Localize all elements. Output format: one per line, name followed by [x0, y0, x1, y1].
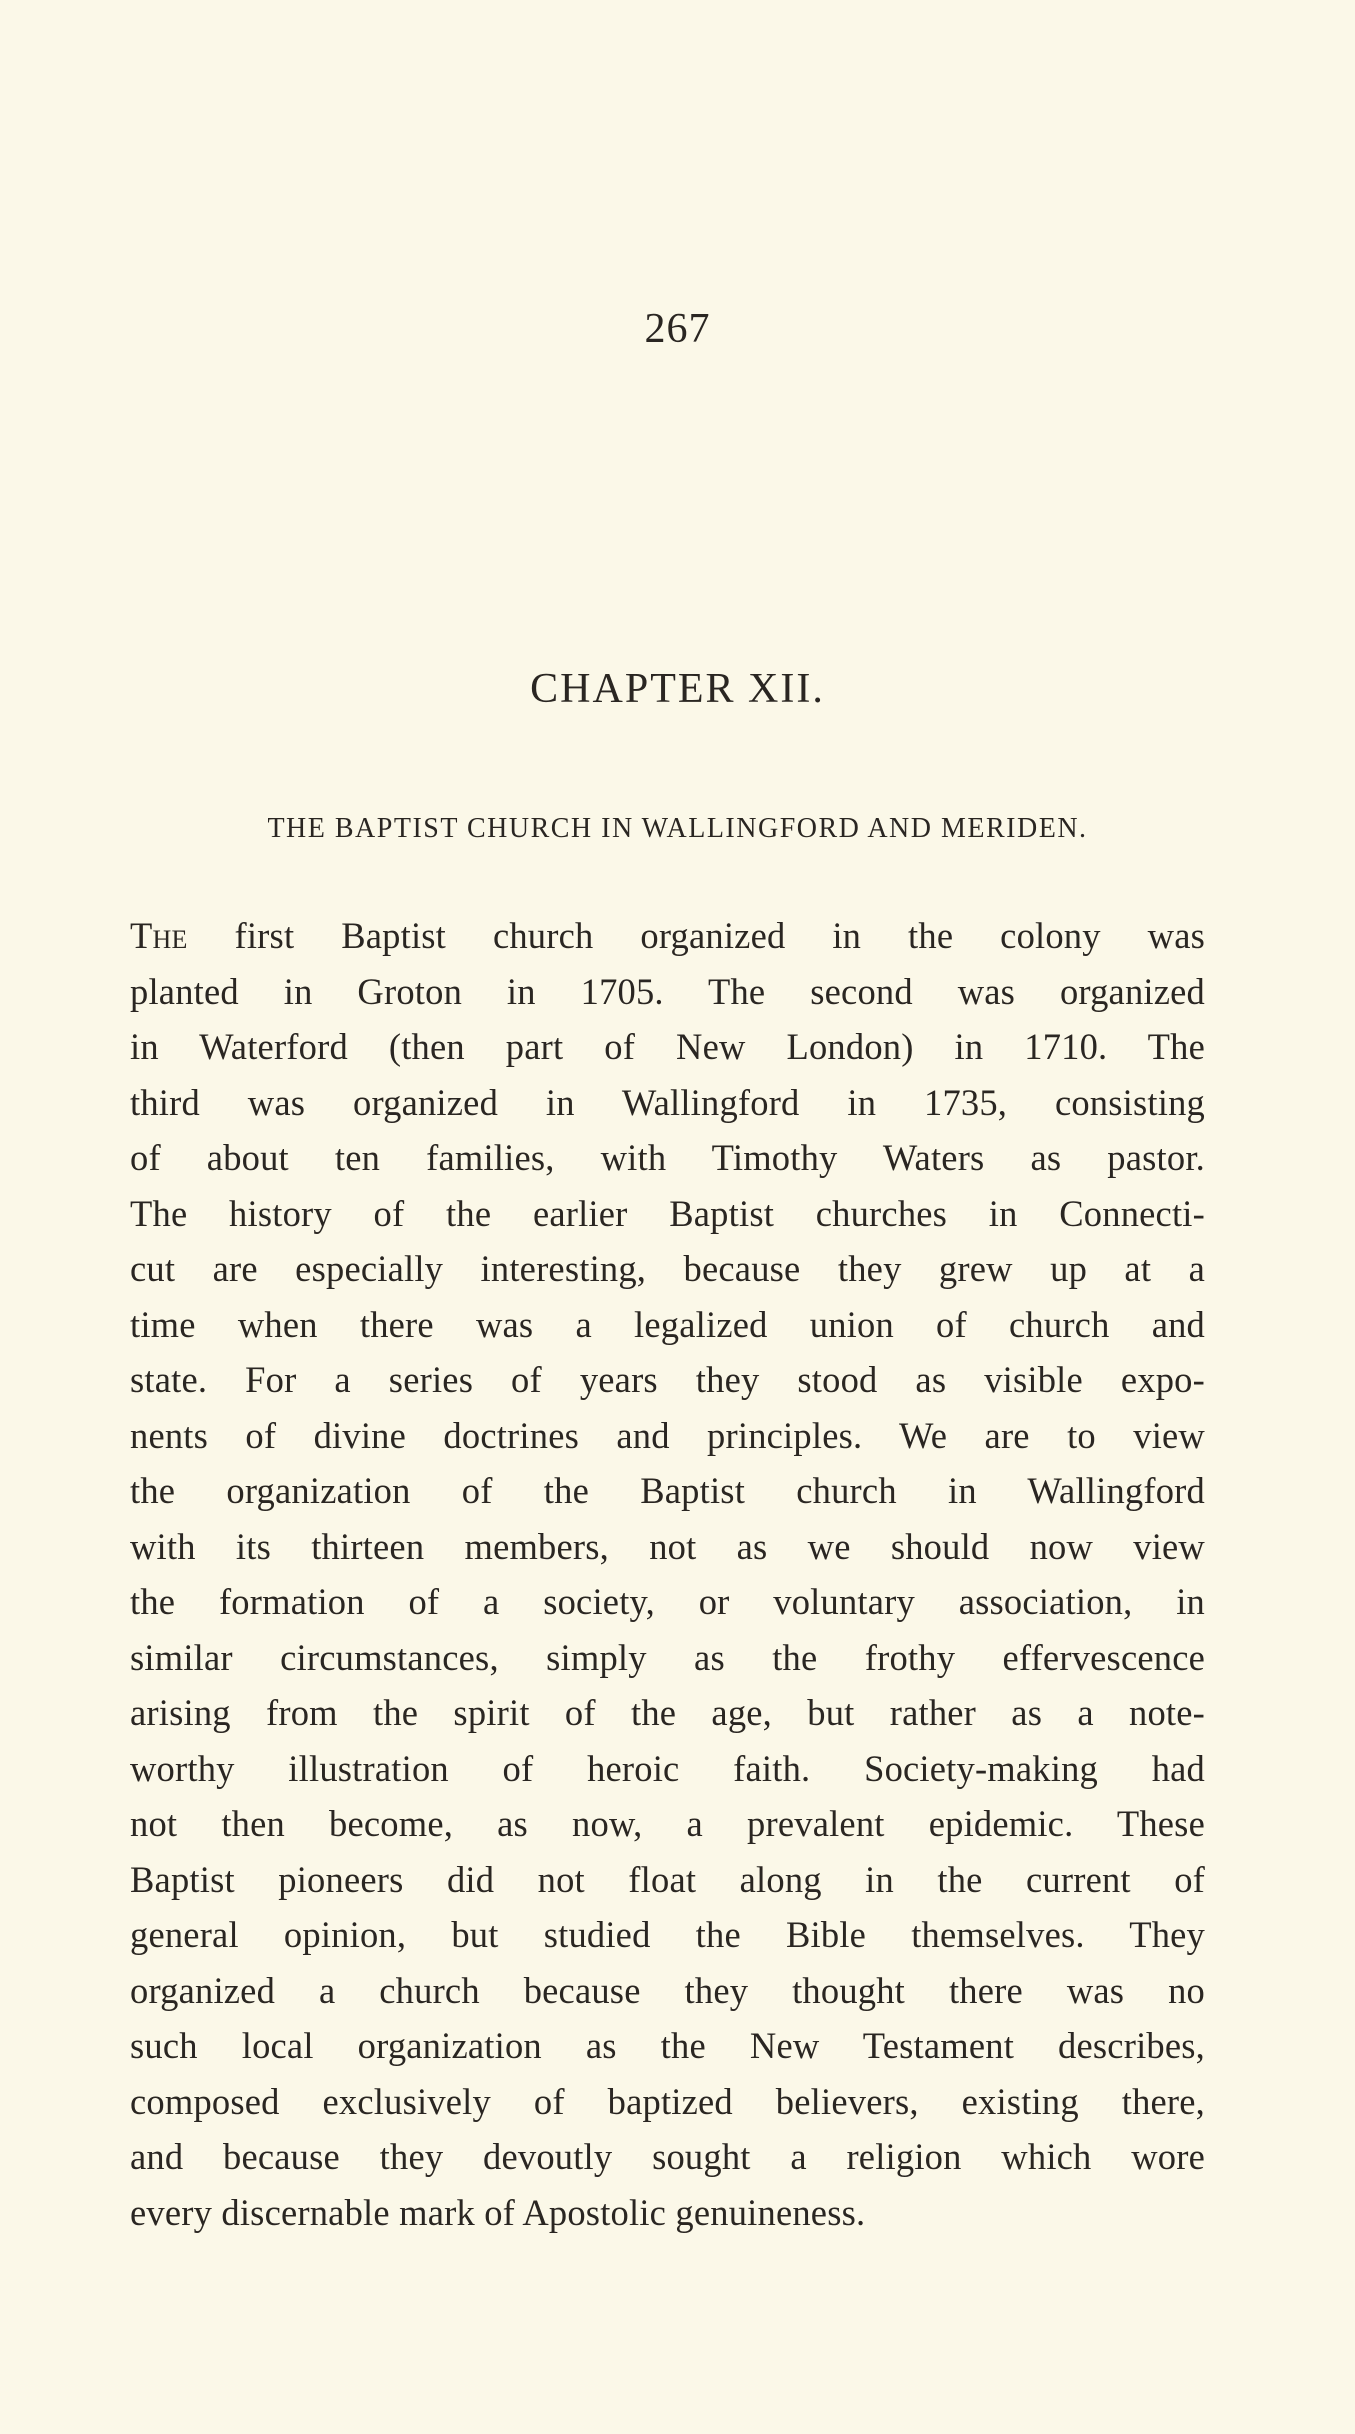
text-line: not then become, as now, a prevalent epidemic. These [130, 1803, 1205, 1844]
text-line: such local organization as the New Testament describes, [130, 2025, 1205, 2066]
text-line: third was organized in Wallingford in 1735, consisting [130, 1081, 1205, 1123]
text-line: state. For a series of years they stood as visible expo- [130, 1359, 1205, 1400]
text-line: arising from the spirit of the age, but rather as a note- [130, 1692, 1205, 1733]
text-line: composed exclusively of baptized believers, existing there, [130, 2080, 1205, 2122]
text-line: time when there was a legalized union of church and [130, 1303, 1205, 1345]
text-line: worthy illustration of heroic faith. Society-making had [130, 1747, 1205, 1789]
text-line: the organization of the Baptist church in Wallingford [130, 1470, 1205, 1511]
chapter-subtitle: THE BAPTIST CHURCH IN WALLINGFORD AND MERIDEN. [267, 813, 1088, 844]
text-line: every discernable mark of Apostolic genuineness. [130, 2191, 866, 2233]
lead-word: The [130, 915, 188, 956]
chapter-title: CHAPTER XII. [530, 666, 825, 712]
text-line: of about ten families, with Timothy Waters as pastor. [130, 1137, 1205, 1178]
text-line: in Waterford (then part of New London) in 1710. The [130, 1026, 1205, 1067]
text-line: Baptist pioneers did not float along in the current of [130, 1858, 1205, 1900]
text-line: general opinion, but studied the Bible themselves. They [130, 1914, 1205, 1955]
text-line: the formation of a society, or voluntary association, in [130, 1581, 1205, 1622]
page-number: 267 [644, 306, 711, 352]
text-line-content: first Baptist church organized in the colony was [187, 915, 1205, 956]
text-line: nents of divine doctrines and principles. We are to view [130, 1414, 1205, 1456]
body-paragraph [130, 908, 1205, 2240]
text-line: The history of the earlier Baptist churches in Connecti- [130, 1192, 1205, 1234]
text-line: organized a church because they thought there was no [130, 1969, 1205, 2011]
text-line: cut are especially interesting, because they grew up at a [130, 1248, 1205, 1289]
text-line: and because they devoutly sought a religion which wore [130, 2136, 1205, 2177]
text-line: similar circumstances, simply as the frothy effervescence [130, 1636, 1205, 1678]
text-line [130, 908, 1205, 964]
text-line: planted in Groton in 1705. The second was organized [130, 970, 1205, 1012]
text-line: with its thirteen members, not as we should now view [130, 1525, 1205, 1567]
